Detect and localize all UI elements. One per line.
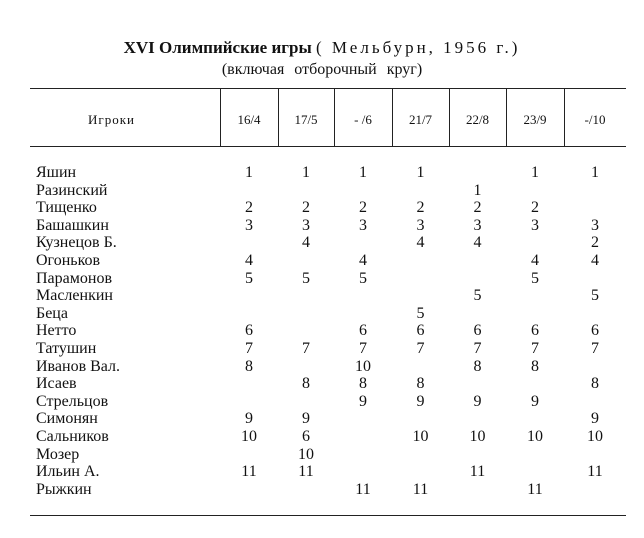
shirt-number-cell: 2 bbox=[416, 199, 425, 217]
shirt-number-cell: 2 bbox=[591, 234, 599, 252]
shirt-number-cell: 3 bbox=[473, 216, 482, 234]
column-header: -/10 bbox=[584, 112, 606, 127]
shirt-number-cell: 2 bbox=[531, 199, 539, 217]
shirt-number-cell: 11 bbox=[298, 463, 314, 481]
shirt-number-cell: 2 bbox=[245, 199, 253, 217]
shirt-number-cell: 9 bbox=[591, 410, 599, 428]
shirt-number-cell: 2 bbox=[302, 199, 310, 217]
shirt-number-cell: 5 bbox=[531, 269, 539, 287]
shirt-number-cell: 5 bbox=[245, 269, 253, 287]
column-header: 16/4 bbox=[237, 112, 261, 127]
shirt-number-cell: 5 bbox=[359, 269, 367, 287]
column-header: 22/8 bbox=[465, 112, 490, 127]
shirt-number-cell: 2 bbox=[473, 199, 482, 217]
shirt-number-cell: 5 bbox=[416, 304, 425, 322]
shirt-number-cell: 9 bbox=[359, 392, 367, 410]
header-players: Игроки bbox=[88, 112, 135, 127]
shirt-number-cell: 3 bbox=[302, 216, 310, 234]
player-name: Мозер bbox=[36, 445, 80, 463]
player-name: Стрельцов bbox=[36, 392, 109, 410]
page-subtitle: (включая отборочный круг) bbox=[221, 61, 423, 78]
shirt-number-cell: 8 bbox=[531, 357, 539, 375]
shirt-number-cell: 8 bbox=[473, 357, 482, 375]
shirt-number-cell: 6 bbox=[591, 322, 599, 340]
top-rule bbox=[30, 88, 626, 89]
shirt-number-cell: 10 bbox=[298, 445, 314, 463]
shirt-number-cell: 6 bbox=[245, 322, 253, 340]
shirt-number-cell: 8 bbox=[302, 375, 310, 393]
shirt-number-cell: 10 bbox=[355, 357, 371, 375]
player-name: Симонян bbox=[36, 410, 98, 428]
shirt-number-cell: 7 bbox=[359, 340, 367, 357]
column-header: 23/9 bbox=[523, 112, 547, 127]
header-rule bbox=[30, 146, 626, 147]
shirt-number-cell: 1 bbox=[473, 181, 482, 199]
shirt-number-cell: 6 bbox=[531, 322, 539, 340]
shirt-number-cell: 6 bbox=[473, 322, 482, 340]
player-name: Яшин bbox=[36, 164, 77, 181]
shirt-number-cell: 11 bbox=[412, 480, 429, 498]
shirt-number-cell: 10 bbox=[241, 428, 257, 445]
shirt-number-cell: 4 bbox=[416, 234, 425, 252]
shirt-number-cell: 1 bbox=[416, 164, 425, 181]
shirt-number-cell: 3 bbox=[591, 216, 599, 234]
shirt-number-cell: 7 bbox=[245, 340, 253, 357]
shirt-number-cell: 3 bbox=[245, 216, 253, 234]
shirt-number-cell: 10 bbox=[469, 428, 486, 445]
shirt-number-cell: 11 bbox=[469, 463, 486, 481]
shirt-number-cell: 5 bbox=[591, 287, 599, 305]
shirt-number-cell: 5 bbox=[473, 287, 482, 305]
shirt-number-cell: 3 bbox=[531, 216, 539, 234]
bottom-rule bbox=[30, 515, 626, 516]
shirt-number-cell: 10 bbox=[412, 428, 429, 445]
player-name: Татушин bbox=[36, 340, 97, 357]
shirt-number-cell: 8 bbox=[416, 375, 425, 393]
shirt-number-cell: 4 bbox=[359, 252, 367, 269]
shirt-number-cell: 9 bbox=[245, 410, 253, 428]
column-header: - /6 bbox=[354, 112, 372, 127]
shirt-number-cell: 4 bbox=[302, 234, 310, 252]
player-name: Парамонов bbox=[36, 269, 112, 287]
column-header: 17/5 bbox=[294, 112, 318, 127]
shirt-number-cell: 7 bbox=[302, 340, 310, 357]
title-place: ( Мельбурн, 1956 г.) bbox=[315, 38, 521, 57]
shirt-number-cell: 1 bbox=[591, 164, 599, 181]
shirt-number-cell: 2 bbox=[359, 199, 367, 217]
player-name: Иванов Вал. bbox=[36, 357, 121, 375]
player-name: Рыжкин bbox=[36, 480, 92, 498]
shirt-number-cell: 11 bbox=[241, 463, 257, 481]
shirt-number-cell: 7 bbox=[416, 340, 425, 357]
shirt-number-cell: 4 bbox=[591, 252, 599, 269]
shirt-number-cell: 4 bbox=[531, 252, 539, 269]
shirt-number-cell: 10 bbox=[587, 428, 603, 445]
shirt-number-cell: 7 bbox=[473, 340, 482, 357]
shirt-number-cell: 9 bbox=[302, 410, 310, 428]
player-name: Кузнецов Б. bbox=[36, 234, 117, 252]
player-name: Исаев bbox=[36, 375, 77, 393]
player-name: Сальников bbox=[36, 428, 109, 445]
player-name: Масленкин bbox=[36, 287, 113, 305]
shirt-number-cell: 11 bbox=[355, 480, 371, 498]
shirt-number-cell: 3 bbox=[416, 216, 425, 234]
player-name: Нетто bbox=[36, 322, 77, 340]
shirt-number-cell: 11 bbox=[587, 463, 603, 481]
player-name: Разинский bbox=[36, 181, 108, 199]
shirt-number-cell: 1 bbox=[531, 164, 539, 181]
title-bold: XVI Олимпийские игры bbox=[123, 38, 312, 57]
shirt-number-cell: 11 bbox=[527, 480, 543, 498]
shirt-number-cell: 8 bbox=[359, 375, 367, 393]
player-name: Беца bbox=[36, 304, 68, 322]
shirt-number-cell: 5 bbox=[302, 269, 310, 287]
player-name: Огоньков bbox=[36, 252, 101, 269]
shirt-number-cell: 9 bbox=[531, 392, 539, 410]
shirt-number-cell: 4 bbox=[473, 234, 482, 252]
shirt-number-cell: 9 bbox=[473, 392, 482, 410]
shirt-number-cell: 6 bbox=[416, 322, 425, 340]
shirt-number-cell: 1 bbox=[302, 164, 310, 181]
column-header: 21/7 bbox=[408, 112, 433, 127]
shirt-number-cell: 8 bbox=[245, 357, 253, 375]
shirt-number-cell: 8 bbox=[591, 375, 599, 393]
shirt-number-cell: 1 bbox=[359, 164, 367, 181]
shirt-number-cell: 4 bbox=[245, 252, 253, 269]
player-name: Ильин А. bbox=[36, 463, 100, 481]
player-name: Тищенко bbox=[36, 199, 97, 217]
shirt-number-cell: 1 bbox=[245, 164, 253, 181]
shirt-number-cell: 7 bbox=[591, 340, 599, 357]
shirt-number-cell: 9 bbox=[416, 392, 425, 410]
player-name: Башашкин bbox=[36, 216, 109, 234]
shirt-number-cell: 6 bbox=[302, 428, 310, 445]
shirt-number-cell: 10 bbox=[527, 428, 543, 445]
shirt-number-cell: 7 bbox=[531, 340, 539, 357]
page-title bbox=[0, 38, 644, 58]
shirt-number-cell: 6 bbox=[359, 322, 367, 340]
shirt-number-cell: 3 bbox=[359, 216, 367, 234]
